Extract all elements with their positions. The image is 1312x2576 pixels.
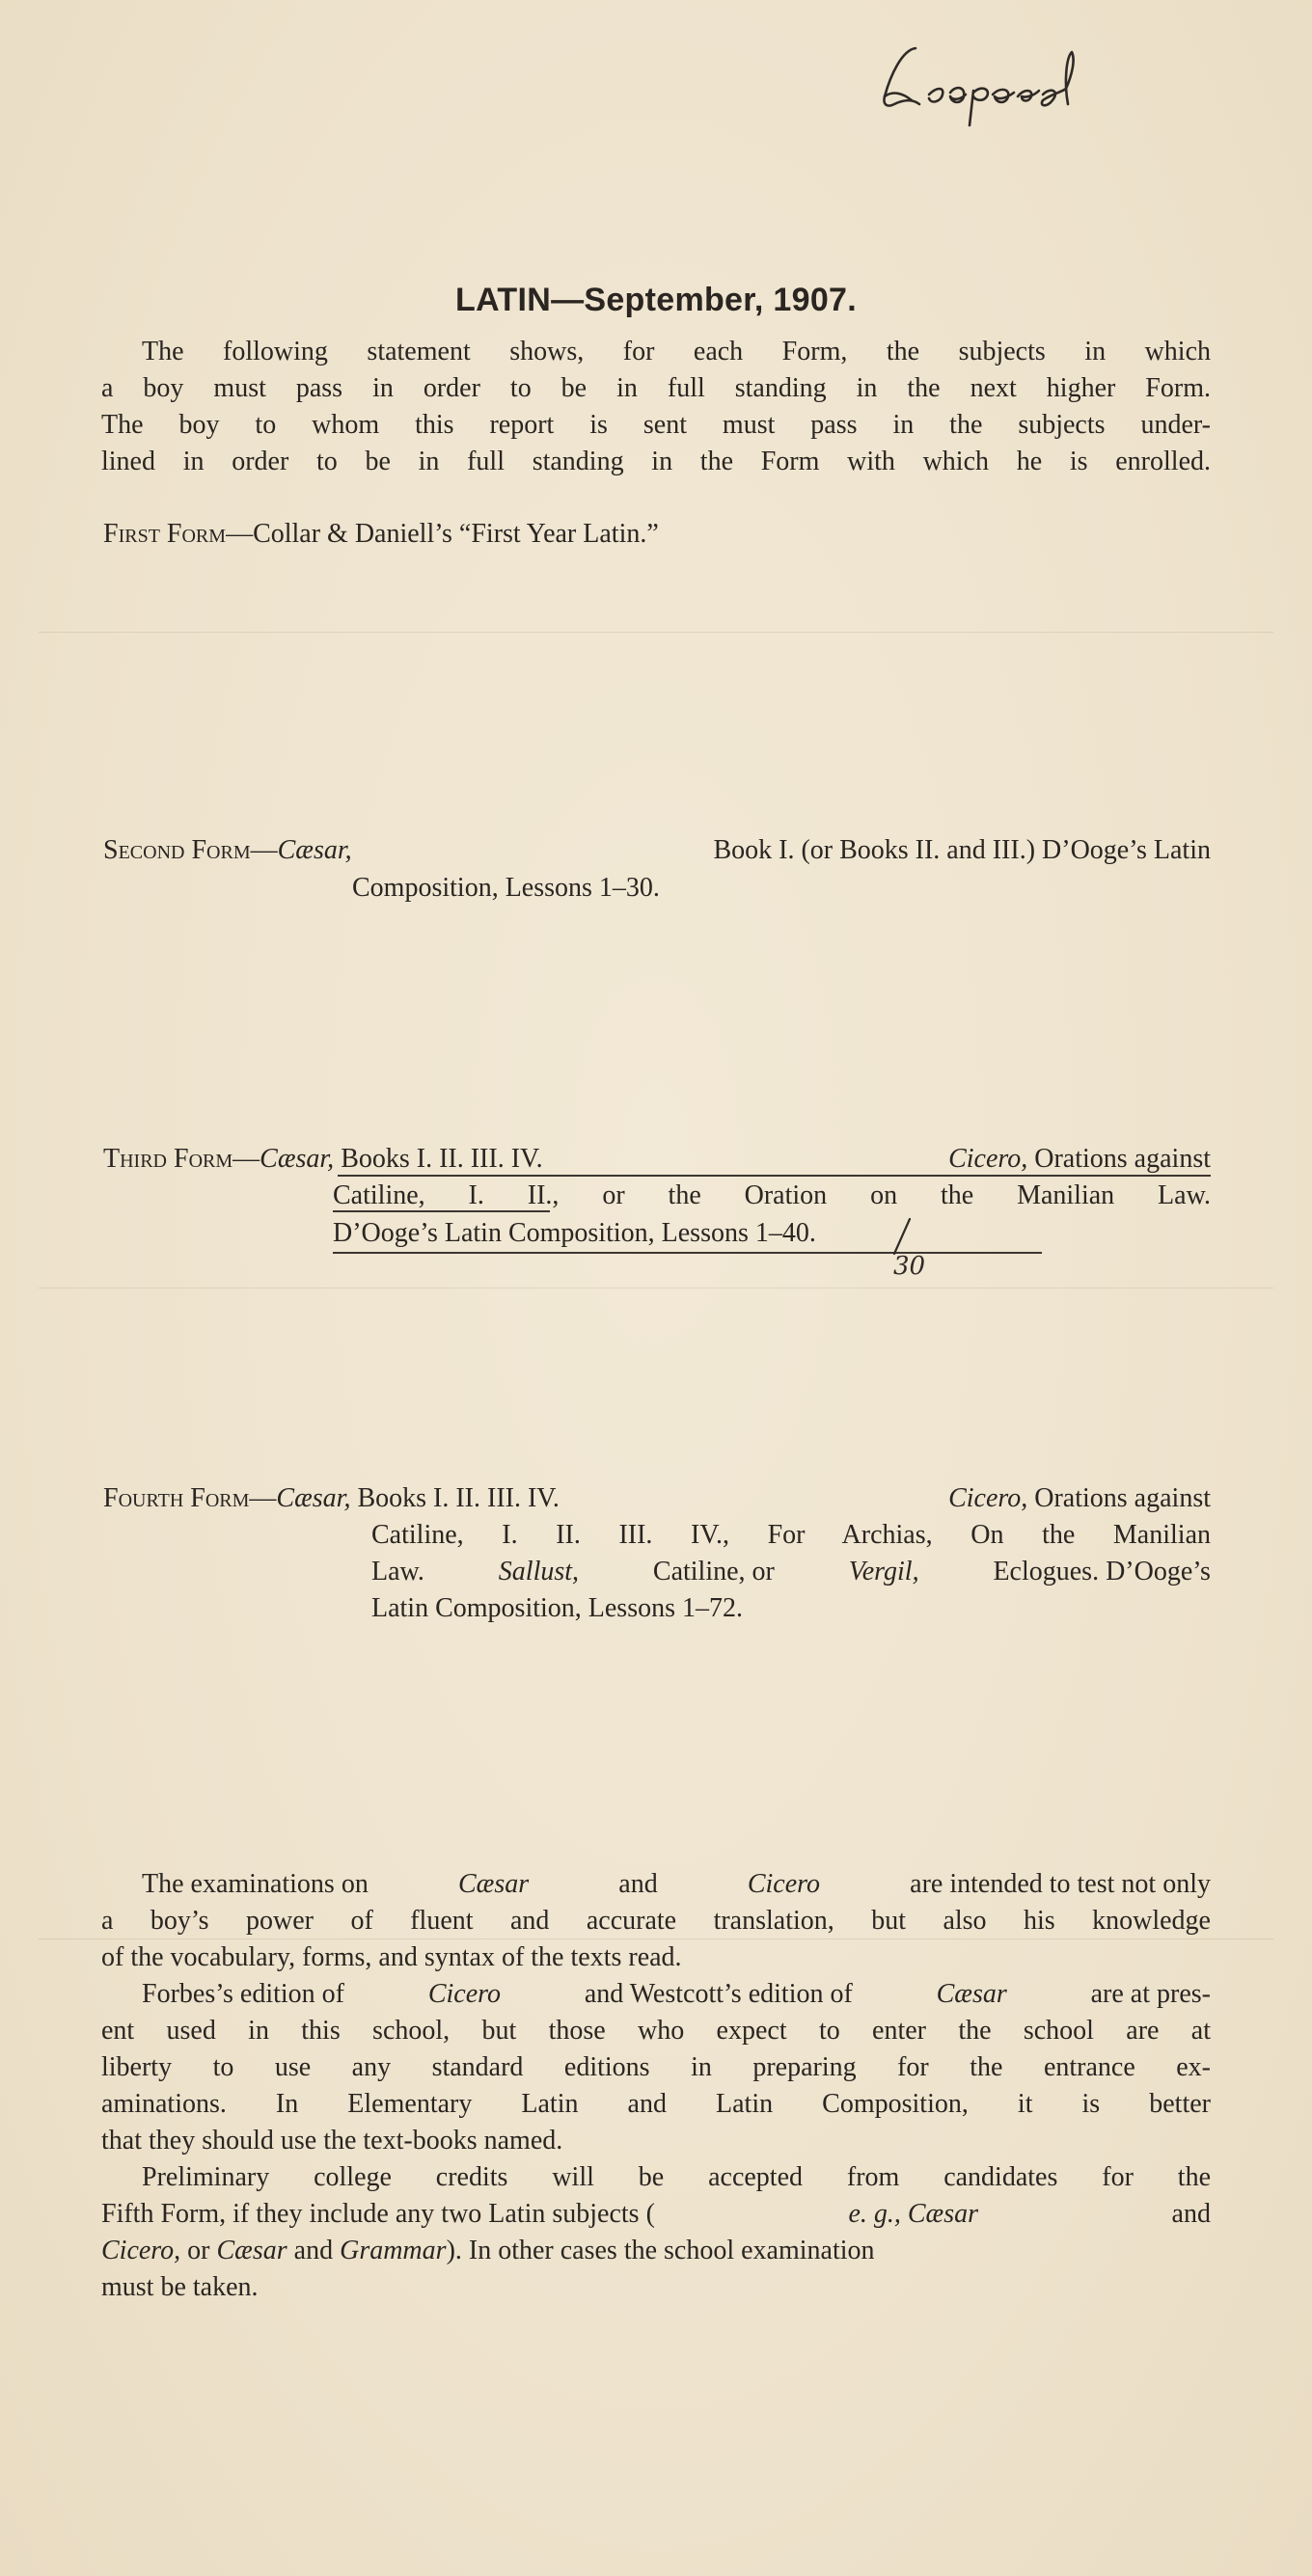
third-form-label: Third Form <box>103 1144 233 1174</box>
handwritten-correction: 30 <box>893 1252 926 1281</box>
intro-line: lined in order to be in full standing in the Form with which he is enrolled. <box>101 447 1211 476</box>
first-form-label: First Form <box>103 519 227 549</box>
cicero-title: Cicero, <box>948 1144 1028 1174</box>
page-title: LATIN—September, 1907. <box>455 282 857 318</box>
cicero-title: Cicero, <box>948 1483 1028 1513</box>
fourth-form-line-1: Fourth Form—Cæsar, Books I. II. III. IV. Cicero, Orations against <box>103 1483 1211 1513</box>
pen-underline <box>338 1175 1211 1177</box>
caesar-title: Cæsar, <box>277 835 352 865</box>
examinations-paragraph: The examinations on Cæsar and Cicero are intended to test not only a boy’s power of fluent and accurate translation, but also his knowledge of the vocabulary, forms, and syntax of the texts read. <box>101 1869 1211 1972</box>
third-form-books: Books I. II. III. IV. <box>341 1144 543 1174</box>
handwritten-name-signature <box>873 37 1095 133</box>
credits-paragraph: Preliminary college credits will be accepted from candidates for the Fifth Form, if they include any two Latin subjects ( e. g., Cæsar and Cicero, or Cæsar and Grammar). In other cases the school examination must be taken. <box>101 2162 1211 2302</box>
fourth-form-label: Fourth Form <box>103 1483 250 1513</box>
vergil-title: Vergil, <box>848 1557 919 1586</box>
pen-underline <box>333 1210 550 1212</box>
paper-fold-line <box>39 632 1273 633</box>
first-form-entry <box>103 516 659 553</box>
caesar-title: Cæsar, <box>276 1483 351 1513</box>
fourth-form-line-4: Latin Composition, Lessons 1–72. <box>371 1593 743 1623</box>
editions-paragraph: Forbes’s edition of Cicero and Westcott’s edition of Cæsar are at pres- ent used in this school, but those who expect to enter the school are at liberty to use any standard editions in preparing for the entrance ex- aminations. In Elementary Latin and Latin Composition, it is better that they should use the text-books named. <box>101 1979 1211 2156</box>
third-form-line-1: Third Form—Cæsar, Books I. II. III. IV. Cicero, Orations against <box>103 1144 1211 1174</box>
third-form-line-2: Catiline, I. II., or the Oration on the Manilian Law. <box>333 1180 1211 1210</box>
fourth-form-line-2: Catiline, I. II. III. IV., For Archias, On the Manilian <box>371 1520 1211 1550</box>
intro-line: The following statement shows, for each Form, the subjects in which <box>142 337 1211 366</box>
caesar-title: Cæsar, <box>260 1144 335 1174</box>
intro-line: a boy must pass in order to be in full standing in the next higher Form. <box>101 373 1211 403</box>
fourth-form-line-3: Law. Sallust, Catiline, or Vergil, Eclogues. D’Ooge’s <box>371 1554 1211 1590</box>
second-form-label: Second Form <box>103 835 251 865</box>
sallust-title: Sallust, <box>498 1557 580 1586</box>
second-form-line-2: Composition, Lessons 1–30. <box>352 873 660 903</box>
first-form-text: —Collar & Daniell’s “First Year Latin.” <box>226 519 659 549</box>
third-form-line-3: D’Ooge’s Latin Composition, Lessons 1–40. <box>333 1218 816 1248</box>
second-form-line-1: Second Form—Cæsar, Book I. (or Books II. and III.) D’Ooge’s Latin <box>103 832 1211 869</box>
second-form-line-1-rest: Book I. (or Books II. and III.) D’Ooge’s Latin <box>713 835 1211 865</box>
intro-line: The boy to whom this report is sent must pass in the subjects under- <box>101 410 1211 440</box>
intro-paragraph <box>101 334 1211 480</box>
notes-section <box>101 1866 1211 2306</box>
